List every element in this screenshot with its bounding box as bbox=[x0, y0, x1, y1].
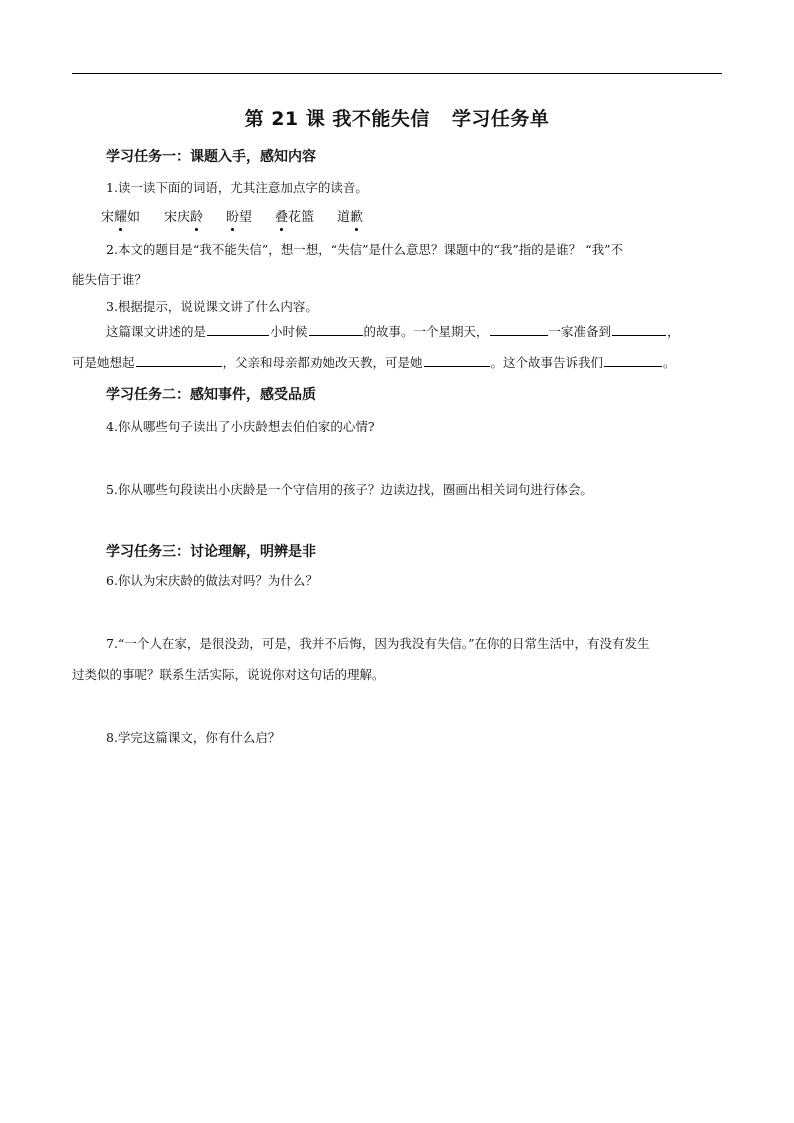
question-3-fill-line1: 这篇课文讲述的是 小时候 的故事。一个星期天， 一家准备到 ， bbox=[106, 324, 680, 339]
fill-blank[interactable] bbox=[207, 322, 269, 336]
word-item: 盼望 bbox=[226, 206, 252, 225]
word-item: 叠花篮 bbox=[275, 206, 314, 225]
fill-blank[interactable] bbox=[309, 322, 363, 336]
question-3-fill-line2: 可是她想起 ，父亲和母亲都劝她改天教，可是她 。这个故事告诉我们 。 bbox=[72, 355, 676, 370]
title-worksheet: 学习任务单 bbox=[451, 108, 550, 130]
question-2-line1: 2.本文的题目是“我不能失信”，想一想，“失信”是什么意思？课题中的“我”指的是谁？ “我”不 bbox=[106, 242, 624, 257]
question-4: 4.你从哪些句子读出了小庆龄想去伯伯家的心情? bbox=[106, 419, 375, 434]
title-lesson: 第 21 课 我不能失信 bbox=[244, 108, 430, 130]
question-3: 3.根据提示，说说课文讲了什么内容。 bbox=[106, 299, 318, 314]
task1-heading: 学习任务一：课题入手，感知内容 bbox=[106, 149, 316, 165]
task3-heading: 学习任务三：讨论理解，明辨是非 bbox=[106, 544, 316, 560]
question-7-line1: 7.“一个人在家，是很没劲，可是，我并不后悔，因为我没有失信。”在你的日常生活中，有没有发生 bbox=[106, 636, 650, 651]
top-rule bbox=[72, 73, 722, 74]
word-item: 道歉 bbox=[337, 206, 363, 225]
page-title bbox=[0, 104, 794, 131]
task2-heading: 学习任务二：感知事件，感受品质 bbox=[106, 387, 316, 403]
word-item: 宋耀如 bbox=[101, 206, 140, 225]
question-8: 8.学完这篇课文，你有什么启？ bbox=[106, 730, 281, 745]
word-item: 宋庆龄 bbox=[164, 206, 203, 225]
question-7-line2: 过类似的事呢？联系生活实际，说说你对这句话的理解。 bbox=[72, 667, 385, 682]
question-1: 1.读一读下面的词语，尤其注意加点字的读音。 bbox=[106, 180, 368, 195]
fill-blank[interactable] bbox=[612, 322, 666, 336]
fill-blank[interactable] bbox=[490, 322, 548, 336]
question-5: 5.你从哪些句段读出小庆龄是一个守信用的孩子？边读边找，圈画出相关词句进行体会。 bbox=[106, 482, 593, 497]
question-2-line2: 能失信于谁？ bbox=[72, 272, 148, 287]
question-6: 6.你认为宋庆龄的做法对吗？为什么？ bbox=[106, 573, 318, 588]
fill-blank[interactable] bbox=[424, 353, 490, 367]
fill-blank[interactable] bbox=[604, 353, 662, 367]
fill-blank[interactable] bbox=[136, 353, 222, 367]
